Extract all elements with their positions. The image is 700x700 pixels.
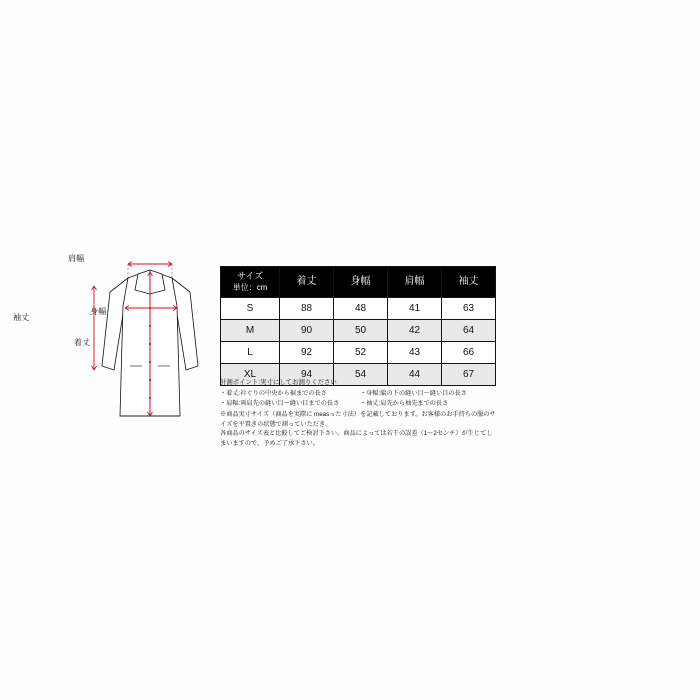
cell-body-length: 94 <box>280 364 334 386</box>
cell-chest-width: 54 <box>334 364 388 386</box>
table-row <box>221 320 496 342</box>
measurement-notes <box>220 378 496 449</box>
header-sleeve-length: 袖丈 <box>442 267 496 298</box>
notes-columns <box>220 389 496 408</box>
garment-drawing-svg <box>80 246 220 446</box>
notes-title: 計測ポイント:実寸にしてお測りください <box>220 379 337 386</box>
header-chest-width: 身幅 <box>334 267 388 298</box>
notes-footer-line-1: ※商品実寸サイズ（商品を実際に measった寸法）を記載しております。お客様のお手持ちの服のサイズを平置きの状態で測っていただき、 <box>220 411 496 428</box>
notes-footer-line-2: 各商品のサイズ表と比較してご検討下さい。商品によっては若干の誤差（1～2センチ）が生じてしまいますので、予めご了承下さい。 <box>220 430 493 447</box>
table-row <box>221 298 496 320</box>
notes-column-right <box>360 389 496 408</box>
table-header-row <box>221 267 496 298</box>
cell-body-length: 90 <box>280 320 334 342</box>
cell-size: M <box>221 320 280 342</box>
garment-diagram <box>80 246 220 446</box>
label-sleeve-length: 袖丈 <box>13 313 30 322</box>
note-sleeve-length: ・袖丈:肩先から袖先までの長さ <box>360 399 449 407</box>
cell-size: XL <box>221 364 280 386</box>
note-shoulder-width: ・肩幅:両肩先の縫い目～縫い目までの長さ <box>220 399 340 407</box>
table-body <box>221 298 496 386</box>
cell-shoulder-width: 43 <box>388 342 442 364</box>
cell-sleeve-length: 63 <box>442 298 496 320</box>
cell-sleeve-length: 64 <box>442 320 496 342</box>
cell-size: L <box>221 342 280 364</box>
size-table <box>220 266 496 386</box>
header-size-main: サイズ <box>236 271 264 282</box>
cell-chest-width: 50 <box>334 320 388 342</box>
table-header <box>221 267 496 298</box>
note-chest-width: ・身幅:脇の下の縫い目～縫い目の長さ <box>360 389 467 397</box>
notes-footer <box>220 410 496 448</box>
cell-shoulder-width: 42 <box>388 320 442 342</box>
table-row <box>221 342 496 364</box>
label-chest-width: 身幅 <box>90 307 107 316</box>
notes-column-left <box>220 389 360 408</box>
label-shoulder-width: 肩幅 <box>68 254 85 263</box>
header-size-unit: 単位：cm <box>232 282 268 292</box>
cell-chest-width: 52 <box>334 342 388 364</box>
note-body-length: ・着丈:衿ぐりの中央から裾までの長さ <box>220 389 327 397</box>
cell-body-length: 92 <box>280 342 334 364</box>
cell-chest-width: 48 <box>334 298 388 320</box>
cell-shoulder-width: 44 <box>388 364 442 386</box>
header-shoulder-width: 肩幅 <box>388 267 442 298</box>
cell-size: S <box>221 298 280 320</box>
cell-sleeve-length: 66 <box>442 342 496 364</box>
label-body-length: 着丈 <box>74 338 91 347</box>
header-size <box>221 267 280 298</box>
cell-sleeve-length: 67 <box>442 364 496 386</box>
cell-body-length: 88 <box>280 298 334 320</box>
cell-shoulder-width: 41 <box>388 298 442 320</box>
header-body-length: 着丈 <box>280 267 334 298</box>
